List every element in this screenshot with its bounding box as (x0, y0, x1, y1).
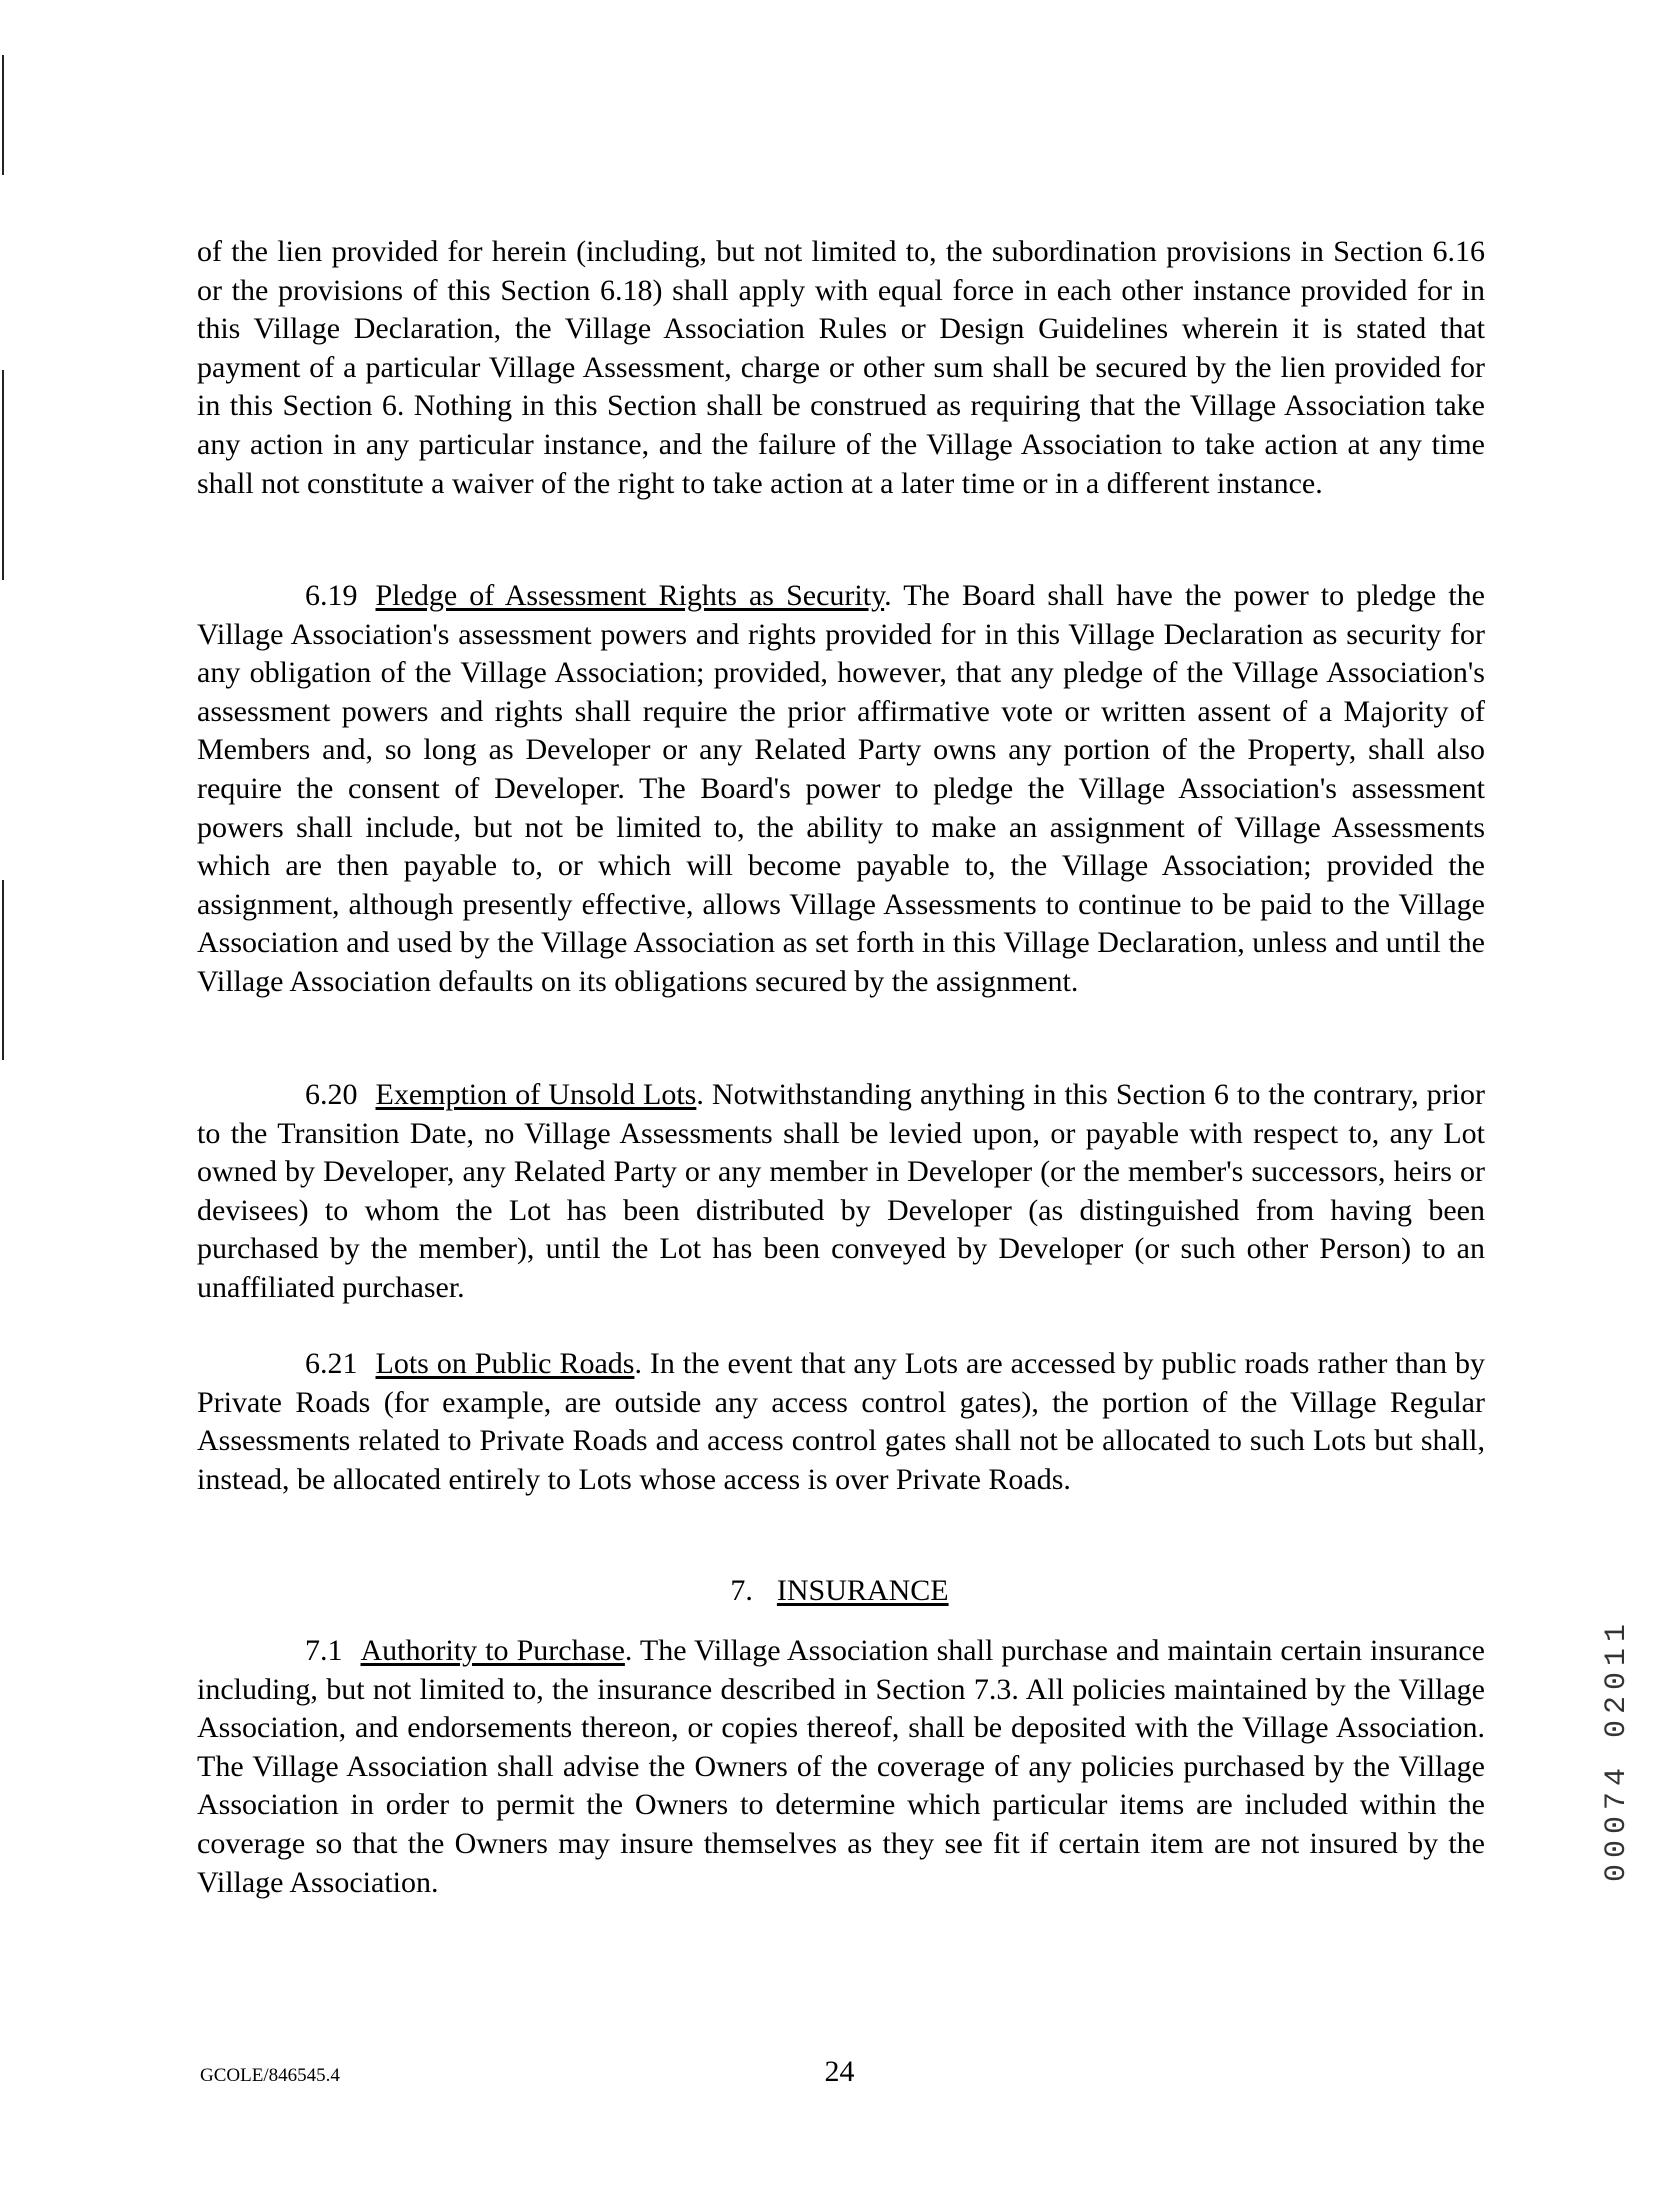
margin-mark (2, 370, 4, 580)
section-number: 6.21 (305, 1347, 358, 1380)
section-title: Authority to Purchase (360, 1634, 625, 1667)
page-number: 24 (824, 2055, 855, 2088)
document-id: GCOLE/846545.4 (200, 2065, 340, 2086)
section-number: 6.20 (305, 1078, 358, 1111)
section-number: 7.1 (305, 1634, 343, 1667)
section-7-heading (0, 1572, 1679, 1610)
paragraph-section-6-20 (197, 1076, 1485, 1308)
section-number: 7. (730, 1574, 753, 1607)
recording-stamp: 00074 02011 (1600, 1617, 1634, 1883)
section-title: Lots on Public Roads (375, 1347, 635, 1380)
paragraph-lien-continuation: of the lien provided for herein (including, but not limited to, the subordination provisions in Section 6.16 or the provisions of this Section 6.18) shall apply with equal force in each other instance provided for in this Village Declaration, the Village Association Rules or Design Guidelines wherein it is stated that payment of a particular Village Assessment, charge or other sum shall be secured by the lien provided for in this Section 6. Nothing in this Section shall be construed as requiring that the Village Association take any action in any particular instance, and the failure of the Village Association to take action at any time shall not constitute a waiver of the right to take action at a later time or in a different instance. (197, 235, 1485, 500)
section-body: . In the event that any Lots are accessed by public roads rather than by Private Roads (for example, are outside any access control gates), the portion of the Village Regular Assessments related to Private Roads and access control gates shall not be allocated to such Lots but shall, instead, be allocated entirely to Lots whose access is over Private Roads. (197, 1347, 1485, 1496)
section-body: . The Village Association shall purchase and maintain certain insurance including, but not limited to, the insurance described in Section 7.3. All policies maintained by the Village Association, and endorsements thereon, or copies thereof, shall be deposited with the Village Association. The Village Association shall advise the Owners of the coverage of any policies purchased by the Village Association in order to permit the Owners to determine which particular items are included within the coverage so that the Owners may insure themselves as they see fit if certain item are not insured by the Village Association. (197, 1634, 1485, 1899)
section-body: . The Board shall have the power to pledge the Village Association's assessment powers and rights provided for in this Village Declaration as security for any obligation of the Village Association; provided, however, that any pledge of the Village Association's assessment powers and rights shall require the prior affirmative vote or written assent of a Majority of Members and, so long as Developer or any Related Party owns any portion of the Property, shall also require the consent of Developer. The Board's power to pledge the Village Association's assessment powers shall include, but not be limited to, the ability to make an assignment of Village Assessments which are then payable to, or which will become payable to, the Village Association; provided the assignment, although presently effective, allows Village Assessments to continue to be paid to the Village Association and used by the Village Association as set forth in this Village Declaration, unless and until the Village Association defaults on its obligations secured by the assignment. (197, 579, 1486, 998)
paragraph-section-6-19 (197, 577, 1485, 1002)
section-body: . Notwithstanding anything in this Section 6 to the contrary, prior to the Transition Date, no Village Assessments shall be levied upon, or payable with respect to, any Lot owned by Developer, any Related Party or any member in Developer (or the member's successors, heirs or devisees) to whom the Lot has been distributed by Developer (as distinguished from having been purchased by the member), until the Lot has been conveyed by Developer (or such other Person) to an unaffiliated purchaser. (197, 1078, 1485, 1304)
section-number: 6.19 (305, 579, 358, 612)
margin-mark (2, 55, 4, 175)
section-title: Pledge of Assessment Rights as Security (375, 579, 885, 612)
section-title: Exemption of Unsold Lots (375, 1078, 697, 1111)
paragraph-section-6-21 (197, 1345, 1485, 1499)
margin-mark (2, 880, 4, 1060)
paragraph-section-7-1 (197, 1632, 1485, 1902)
section-title: INSURANCE (776, 1574, 949, 1607)
